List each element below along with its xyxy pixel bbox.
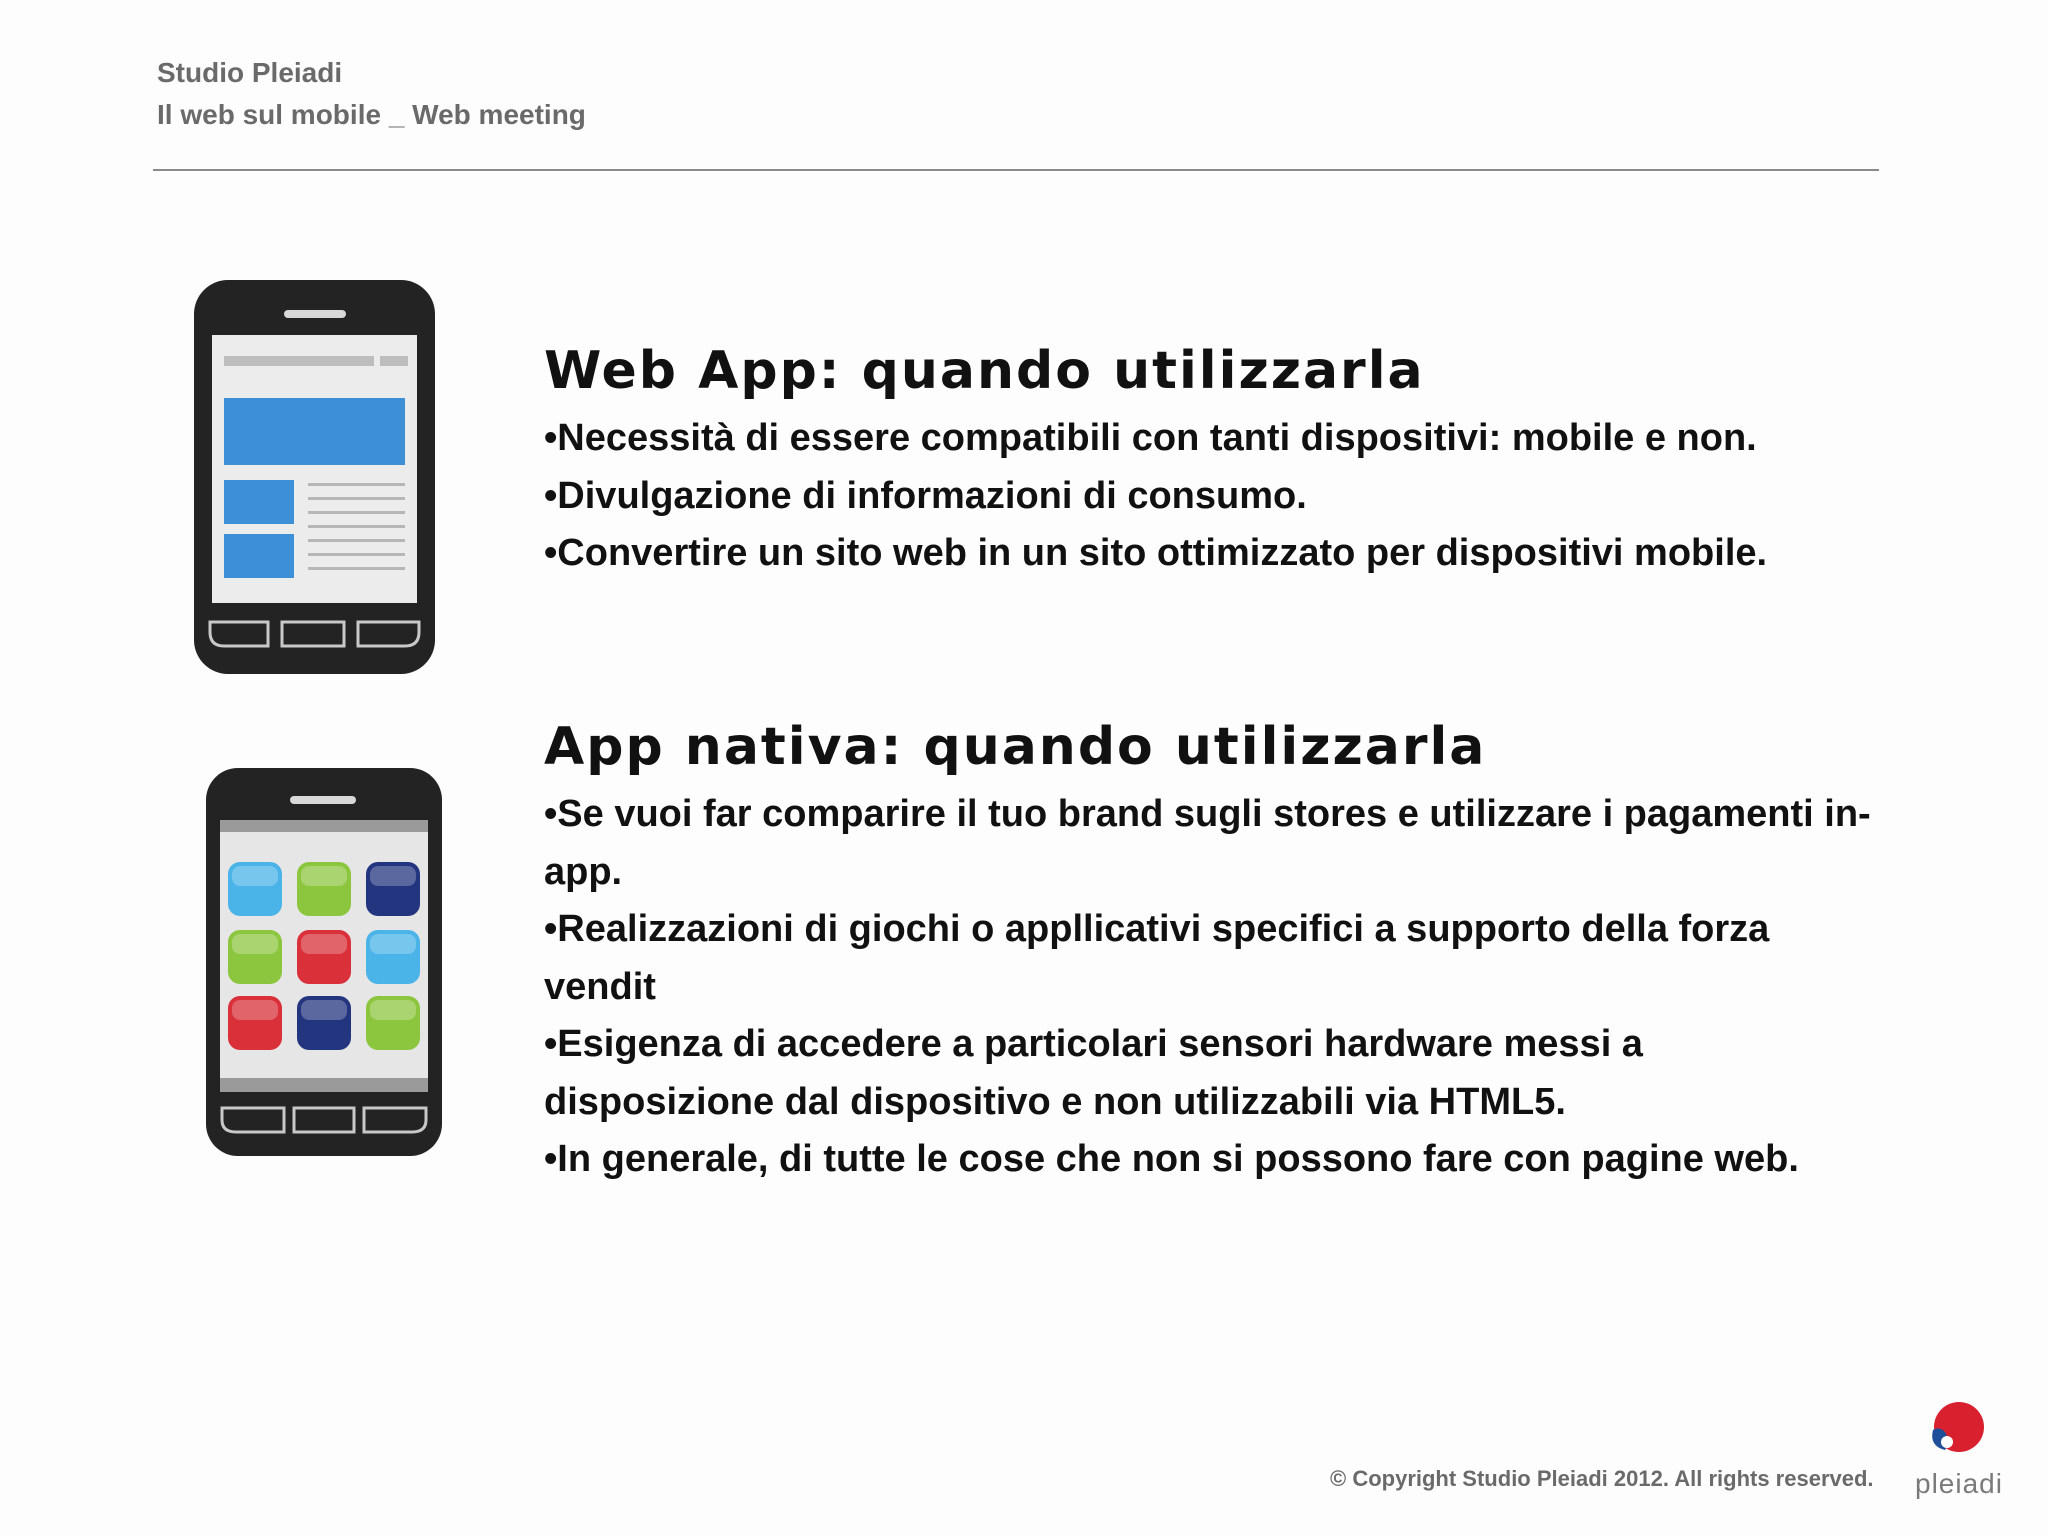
- logo-text: pleiadi: [1915, 1468, 2003, 1499]
- company-name: Studio Pleiadi: [157, 57, 343, 88]
- list-item: •Esigenza di accedere a particolari sensori hardware messi a disposizione dal dispositivo e non utilizzabili via HTML5.: [544, 1023, 1643, 1123]
- pleiadi-logo: [1915, 1400, 2003, 1510]
- native-app-title: App nativa: quando utilizzarla: [544, 717, 1487, 777]
- pleiadi-logo-icon: [1915, 1400, 2000, 1470]
- web-app-phone-icon: [192, 278, 437, 676]
- presentation-subtitle: Il web sul mobile _ Web meeting: [157, 99, 586, 130]
- list-item: •Divulgazione di informazioni di consumo.: [544, 474, 1307, 517]
- native-app-phone-icon: [204, 766, 444, 1158]
- list-item: •Se vuoi far comparire il tuo brand sugli stores e utilizzare i pagamenti in-app.: [544, 793, 1871, 893]
- list-item: •Necessità di essere compatibili con tanti dispositivi: mobile e non.: [544, 417, 1757, 459]
- list-item: •Convertire un sito web in un sito ottimizzato per dispositivi mobile.: [544, 532, 1768, 574]
- native-app-bullet-list: [544, 786, 1874, 1189]
- web-app-title: Web App: quando utilizzarla: [544, 341, 1425, 401]
- list-item: •In generale, di tutte le cose che non si possono fare con pagine web.: [544, 1138, 1799, 1180]
- web-app-bullet-list: [544, 410, 1924, 583]
- header-divider: [153, 169, 1879, 171]
- list-item: •Realizzazioni di giochi o appllicativi specifici a supporto della forza vendit: [544, 908, 1770, 1008]
- copyright-notice: © Copyright Studio Pleiadi 2012. All rights reserved.: [1330, 1466, 1874, 1491]
- header: [157, 52, 586, 136]
